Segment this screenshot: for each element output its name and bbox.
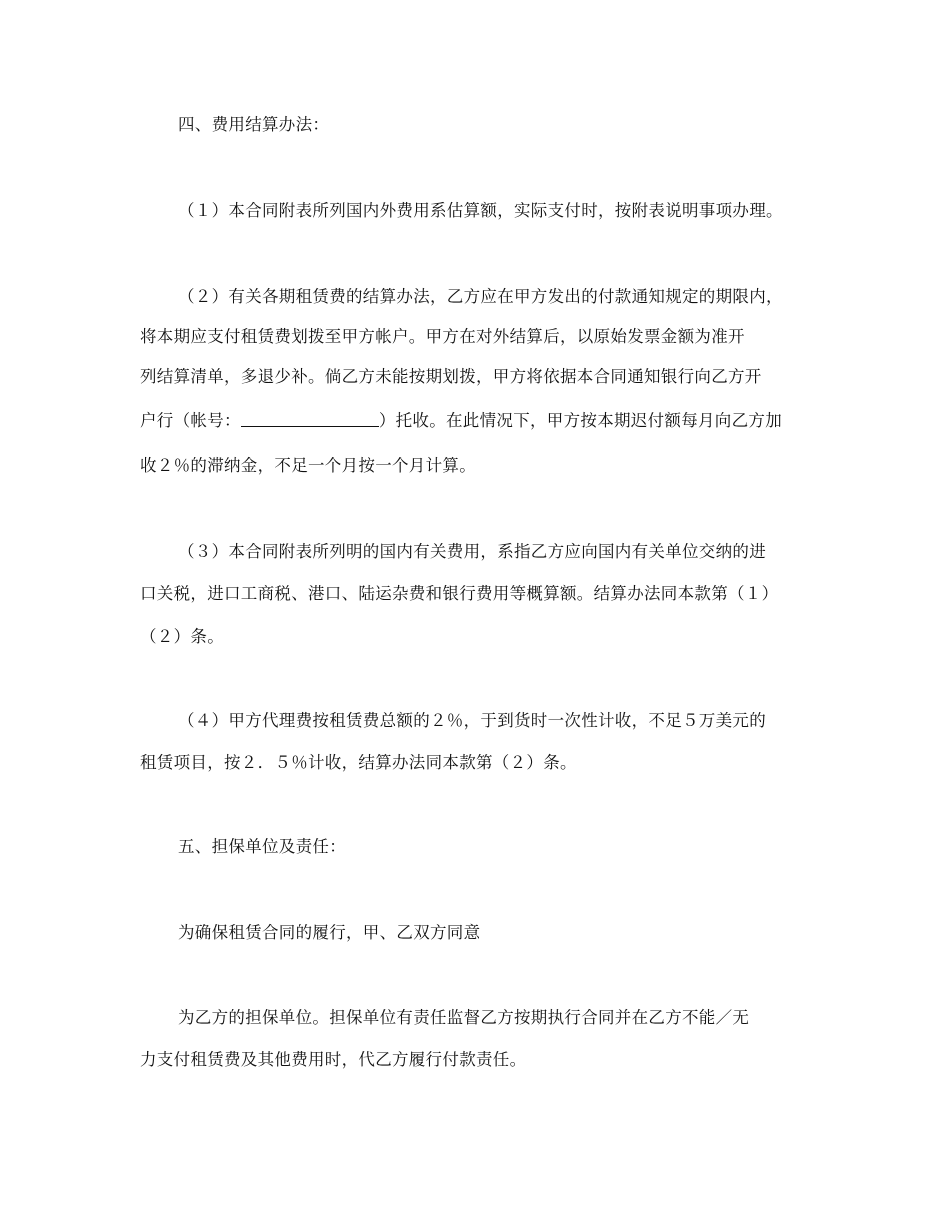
- section-4-item-3-line-1: （３）本合同附表所列明的国内有关费用，系指乙方应向国内有关单位交纳的进: [178, 542, 766, 561]
- section-4-item-2-line-5: 收２％的滞纳金，不足一个月按一个月计算。: [140, 456, 476, 475]
- collection-clause: ）托收。在此情况下，甲方按本期迟付额每月向乙方加: [378, 411, 783, 430]
- section-4-item-4-line-2: 租赁项目，按２．５％计收，结算办法同本款第（２）条。: [140, 753, 577, 772]
- section-5-paragraph-1: 为确保租赁合同的履行，甲、乙双方同意: [178, 923, 481, 942]
- section-4-item-2-line-2: 将本期应支付租赁费划拨至甲方帐户。甲方在对外结算后，以原始发票金额为准开: [140, 327, 745, 346]
- section-4-item-3-line-3: （２）条。: [140, 627, 224, 646]
- account-label: 户行（帐号：: [140, 411, 241, 430]
- section-5-heading: 五、担保单位及责任：: [178, 837, 346, 856]
- section-5-paragraph-2-line-2: 力支付租赁费及其他费用时，代乙方履行付款责任。: [140, 1050, 527, 1069]
- account-number-blank: [241, 411, 379, 427]
- section-4-item-2-line-4: [140, 410, 782, 432]
- section-4-heading: 四、费用结算办法：: [178, 115, 330, 134]
- section-4-item-4-line-1: （４）甲方代理费按租赁费总额的２％，于到货时一次性计收，不足５万美元的: [178, 711, 766, 730]
- section-5-paragraph-2-line-1: 为乙方的担保单位。担保单位有责任监督乙方按期执行合同并在乙方不能／无: [178, 1008, 750, 1027]
- section-4-item-3-line-2: 口关税，进口工商税、港口、陆运杂费和银行费用等概算额。结算办法同本款第（１）: [140, 584, 779, 603]
- section-4-item-2-line-1: （２）有关各期租赁费的结算办法，乙方应在甲方发出的付款通知规定的期限内，: [178, 287, 783, 306]
- section-4-item-2-line-3: 列结算清单，多退少补。倘乙方未能按期划拨，甲方将依据本合同通知银行向乙方开: [140, 367, 762, 386]
- section-4-item-1: （１）本合同附表所列国内外费用系估算额，实际支付时，按附表说明事项办理。: [178, 201, 783, 220]
